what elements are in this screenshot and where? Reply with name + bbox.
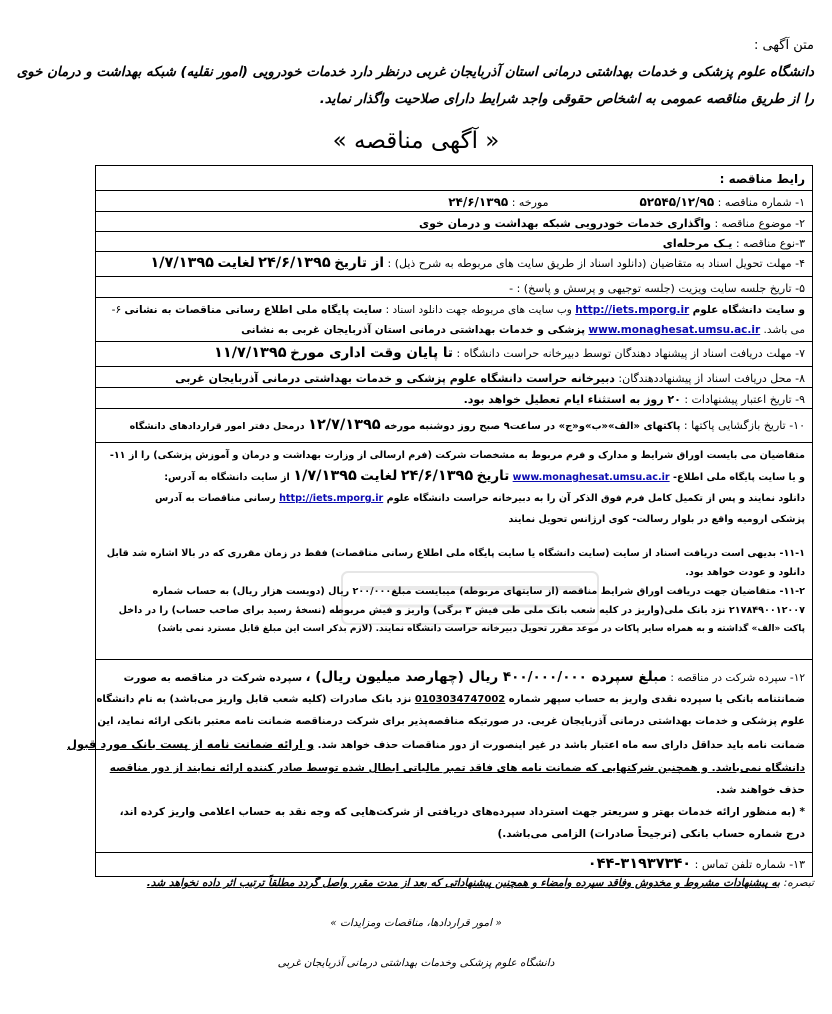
row-tender-number: ۱- شماره مناقصه : ۵۲۵۴۵/۱۲/۹۵ مورخه : ۲۴/۶/۱۳۹۵ [96,191,812,212]
iets-link[interactable]: http://iets.mporg.ir [575,304,690,316]
opening-date: ۱۲/۷/۱۳۹۵ [308,417,381,433]
watermark-logo [340,570,600,626]
row-type: ۳-نوع مناقصه : یـک مرحله‌ای [96,232,812,252]
row-phone: ۱۳- شماره تلفن تماس : ۰۴۴-۳۱۹۳۷۳۴۰ [587,856,805,872]
tender-subject: واگذاری خدمات خودرویی شبکه بهداشت و درمان خوی [419,217,711,230]
tender-type: یـک مرحله‌ای [662,237,733,250]
row-websites: و سایت دانشگاه علوم http://iets.mporg.ir وب سایت های مربوطه جهت دانلود اسناد : سایت پایگاه ملی اطلاع رسانی مناقصات به نشانی ۶- می باشد. www.monaghesat.umsu.ac.ir پزشکی و خدمات بهداشتی درمانی استان آذربایجان غربی به نشانی [96,298,812,342]
delivery-date-to: ۱/۷/۱۳۹۵ [150,255,215,271]
row-document-conditions: متقاضیان می بایست اوراق شرایط و مدارک و فرم مربوط به مشخصات شرکت (فرم ارسالی از وزارت بهداشت و درمان و آموزش پزشکی) را از ۱۱- و یا سایت پایگاه ملی اطلاع- www.monaghesat.umsu.ac.ir تاریخ ۲۴/۶/۱۳۹۵ لغایت ۱/۷/۱۳۹۵ از سایت دانشگاه به آدرس: دانلود نمایند و پس از تکمیل کامل فرم فوق الذکر آن را به دبیرخانه حراست دانشگاه علوم http://iets.mporg.ir رسانی مناقصات به آدرس پزشکی ارومیه واقع در بلوار رسالت- کوی ارژانس تحویل نمایند ۱۱-۱- بدیهی است دریافت اسناد از سایت (سایت دانشگاه یا سایت پایگاه ملی اطلاع رسانی مناقصات) فقط در زمان مقرری که در بالا اشاره شد قابل دانلود و عودت خواهد بود. ۱۱-۲- متقاضیان جهت دریافت اوراق شرایط مناقصه (از سایتهای مربوطه) میبایست مبلغ۲۰۰/۰۰۰ ریال (دویست هزار ریال) به حساب شماره ۲۱۷۸۴۹۰۰۱۲۰۰۷ نزد بانک ملی(واریز در کلیه شعب بانک ملی طی فیش ۳ برگی) واریز و فیش مربوطه (نسخۀ رسید برای صاحب حساب) را در داخل پاکت «الف» گذاشته و به همراه سایر پاکات در موعد مقرر تحویل دبیرخانه حراست دانشگاه نمایند. (لازم بذکر است این مبلغ قابل مسترد نمی باشد) [96,443,812,660]
phone-number: ۰۴۴-۳۱۹۳۷۳۴۰ [587,856,692,872]
row-opening: ۱۰- تاریخ بازگشایی پاکتها : پاکتهای «الف»«ب»و«ج» در ساعت۹ صبح روز دوشنبه مورخه ۱۲/۷/۱۳۹۵ درمحل دفتر امور قراردادهای دانشگاه [96,409,812,443]
account-number: 0103034747002 [414,694,506,705]
notice-label: متن آگهی : [753,38,814,53]
page-header [14,38,814,113]
footnote: تبصره: به پیشنهادات مشروط و مخدوش وفاقد سپرده وامضاء و همچنین پیشنهاداتی که بعد از مدت مقرر واصل گردد مطلقاً ترتیب اثر داده نخواهد شد. [146,877,814,889]
row-subject: ۲- موضوع مناقصه : واگذاری خدمات خودرویی شبکه بهداشت و درمان خوی [96,212,812,232]
row-deposit: ۱۲- سپرده شرکت در مناقصه : مبلغ سپرده ۴۰۰/۰۰۰/۰۰۰ ریال (چهارصد میلیون ریال) ، سپرده شرکت در مناقصه به صورت ضمانتنامه بانکی یا سپرده نقدی واریز به حساب سپهر شماره 0103034747002 نزد بانک صادرات (کلیه شعب قابل واریز می‌باشد) به نام دانشگاه علوم پزشکی و خدمات بهداشتی درمانی آذربایجان غربی. در صورتیکه مناقصه‌پذیر برای شرکت درمناقصه ضمانت نامه معتبر بانکی ارائه نماید، این ضمانت نامه باید حداقل دارای سه ماه اعتبار باشد در غیر اینصورت از دور مناقصات حذف خواهد شد. و ارائه ضمانت نامه از پست بانک مورد قبول دانشگاه نمی‌باشد. و همچنین شرکتهایی که ضمانت نامه های فاقد تمبر مالیاتی ابطال شده توسط صادر کننده ارائه نمایند از دور مناقصه حذف خواهند شد. * (به منظور ارائه خدمات بهتر و سریعتر جهت استرداد سپرده‌های دریافتی از شرکت‌هایی که وجه نقد به حساب اعلامی واریز کرده اند، درج شماره حساب بانکی (ترجیحاً صادرات) الزامی می‌باشد.) [96,660,812,853]
delivery-date-from: ۲۴/۶/۱۳۹۵ [258,255,331,271]
office-signature: « امور قراردادها، مناقصات ومزایدات » [330,917,502,929]
row-document-receipt: ۷- مهلت دریافت اسناد از پیشنهاد دهندگان توسط دبیرخانه حراست دانشگاه : تا پایان وقت اداری مورخ ۱۱/۷/۱۳۹۵ [96,342,812,367]
university-signature: دانشگاه علوم پزشکی وخدمات بهداشتی درمانی آذربایجان غربی [277,957,555,969]
iets-link-2[interactable]: http://iets.mporg.ir [279,493,384,504]
tender-number: ۵۲۵۴۵/۱۲/۹۵ [639,195,715,209]
deposit-amount: مبلغ سپرده ۴۰۰/۰۰۰/۰۰۰ ریال (چهارصد میلیون ریال) ، [305,669,668,685]
row-receipt-place: ۸- محل دریافت اسناد از پیشنهاددهندگان: دبیرخانه حراست دانشگاه علوم پزشکی و خدمات بهداشتی درمانی آذربایجان غربی [96,367,812,388]
row-site-visit: ۵- تاریخ جلسه سایت ویزیت (جلسه توجیهی و پرسش و پاسخ) : - [96,277,812,298]
row-validity: ۹- تاریخ اعتبار پیشنهادات : ۲۰ روز به استثناء ایام تعطیل خواهد بود. [96,388,812,409]
receipt-deadline-date: ۱۱/۷/۱۳۹۵ [214,345,287,361]
monaghesat-link-2[interactable]: www.monaghesat.umsu.ac.ir [512,472,670,483]
intro-paragraph: دانشگاه علوم پزشکی و خدمات بهداشتی درمانی استان آذربایجان غربی درنظر دارد خدمات خودرویی (امور نقلیه) شبکه بهداشت و درمان خوی را از طریق مناقصه عمومی به اشخاص حقوقی واجد شرایط دارای صلاحیت واگذار نماید. [16,65,814,107]
notice-title: « آگهی مناقصه » [332,128,500,154]
conditions-table [67,165,813,877]
tender-date: ۲۴/۶/۱۳۹۵ [448,195,509,209]
conditions-heading: رایط مناقصه : [96,166,812,191]
row-document-delivery: ۴- مهلت تحویل اسناد به متقاضیان (دانلود اسناد از طریق سایت های مربوطه به شرح ذیل) : از تاریخ ۲۴/۶/۱۳۹۵ لغایت ۱/۷/۱۳۹۵ [96,252,812,277]
monaghesat-link[interactable]: www.monaghesat.umsu.ac.ir [588,324,761,336]
